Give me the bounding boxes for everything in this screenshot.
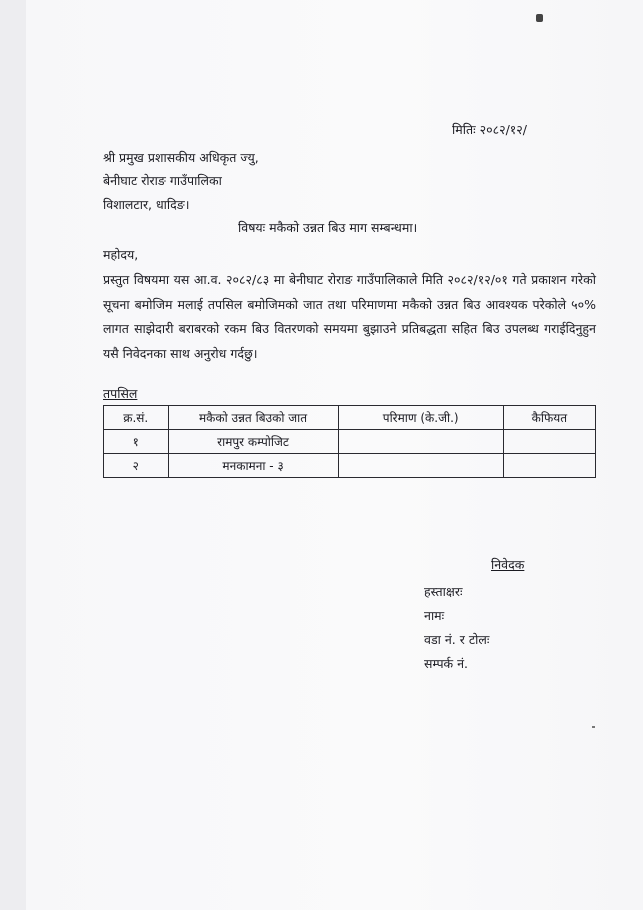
ward-label: वडा नं. र टोलः (424, 632, 490, 647)
table-title: तपसिल (103, 386, 138, 401)
signature-label: हस्ताक्षरः (424, 584, 463, 599)
column-header: परिमाण (के.जी.) (338, 406, 503, 430)
applicant-heading: निवेदक (491, 557, 525, 572)
serial-cell: २ (104, 454, 169, 478)
contact-label: सम्पर्क नं. (424, 656, 469, 671)
letter-subject: विषयः मकैको उन्नत बिउ माग सम्बन्धमा। (238, 220, 418, 235)
scan-speck (592, 726, 595, 728)
remarks-cell (503, 454, 595, 478)
table-row (104, 454, 596, 478)
salutation: महोदय, (103, 247, 139, 262)
seed-table (103, 405, 596, 478)
column-header: कैफियत (503, 406, 595, 430)
scan-edge (0, 0, 26, 910)
variety-cell: मनकामना - ३ (168, 454, 338, 478)
recipient-line: विशालटार, धादिङ। (103, 197, 190, 212)
variety-cell: रामपुर कम्पोजिट (168, 430, 338, 454)
table-row (104, 430, 596, 454)
column-header: क्र.सं. (104, 406, 169, 430)
serial-cell: १ (104, 430, 169, 454)
letter-date: मितिः २०८२/१२/ (452, 122, 527, 137)
recipient-line: बेनीघाट रोराङ गाउँपालिका (103, 173, 222, 188)
name-label: नामः (424, 608, 445, 623)
quantity-cell (338, 430, 503, 454)
quantity-cell (338, 454, 503, 478)
remarks-cell (503, 430, 595, 454)
column-header: मकैको उन्नत बिउको जात (168, 406, 338, 430)
letter-body: प्रस्तुत विषयमा यस आ.व. २०८२/८३ मा बेनीघाट रोराङ गाउँपालिकाले मिति २०८२/१२/०१ गते प्रकाशन गरेको सूचना बमोजिम मलाई तपसिल बमोजिमको जात तथा परिमाणमा मकैको उन्नत बिउ आवश्यक परेकोले ५०% लागत साझेदारी बराबरको रकम बिउ वितरणको समयमा बुझाउने प्रतिबद्धता सहित बिउ उपलब्ध गराईदिनुहुन यसै निवेदनका साथ अनुरोध गर्दछु। (103, 272, 596, 361)
scan-speck (536, 14, 543, 22)
recipient-line: श्री प्रमुख प्रशासकीय अधिकृत ज्यु, (103, 150, 259, 165)
table-header-row (104, 406, 596, 430)
